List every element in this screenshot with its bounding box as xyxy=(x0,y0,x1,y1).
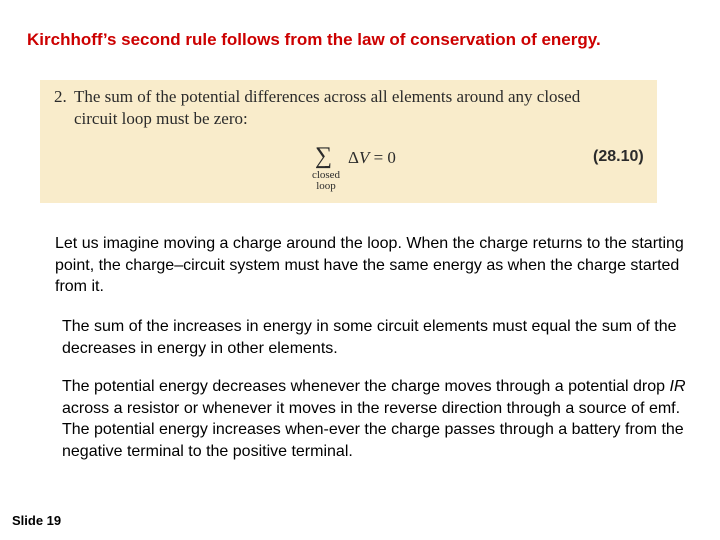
summation-symbol: ∑ xyxy=(315,143,333,169)
slide-title: Kirchhoff’s second rule follows from the law of conservation of energy. xyxy=(27,30,601,49)
delta-symbol: Δ xyxy=(348,148,359,167)
rule-box xyxy=(40,80,657,203)
paragraph-potential-energy xyxy=(62,376,702,462)
paragraph-charge-loop: Let us imagine moving a charge around the loop. When the charge returns to the starting point, the charge–circuit system must have the same energy as when the charge started from it. xyxy=(55,235,684,295)
summation-subscript xyxy=(308,170,344,192)
rule-line-1 xyxy=(54,86,654,108)
equation-body xyxy=(348,148,396,168)
paragraph-3-text-b: across a resistor or whenever it moves in the reverse direction through a source of emf. The potential energy increases when-ever the charge passes through a battery from the negative terminal to the positive terminal. xyxy=(62,399,684,460)
ir-term: IR xyxy=(669,378,686,395)
equation-number: (28.10) xyxy=(593,148,644,165)
rule-number: 2. xyxy=(54,87,67,106)
paragraph-3-text-a: The potential energy decreases whenever the charge moves through a potential drop xyxy=(62,378,670,395)
subscript-loop: loop xyxy=(316,180,336,192)
slide-number: Slide 19 xyxy=(12,513,62,528)
rule-statement xyxy=(54,86,654,130)
voltage-variable: V xyxy=(358,148,370,167)
paragraph-energy-balance: The sum of the increases in energy in some circuit elements must equal the sum of the decreases in energy in other elements. xyxy=(62,318,677,357)
subscript-closed: closed xyxy=(311,169,341,181)
equation-rhs: = 0 xyxy=(369,148,396,167)
rule-line-1-text: The sum of the potential differences across all elements around any closed xyxy=(74,87,581,106)
rule-line-2: circuit loop must be zero: xyxy=(74,109,248,128)
